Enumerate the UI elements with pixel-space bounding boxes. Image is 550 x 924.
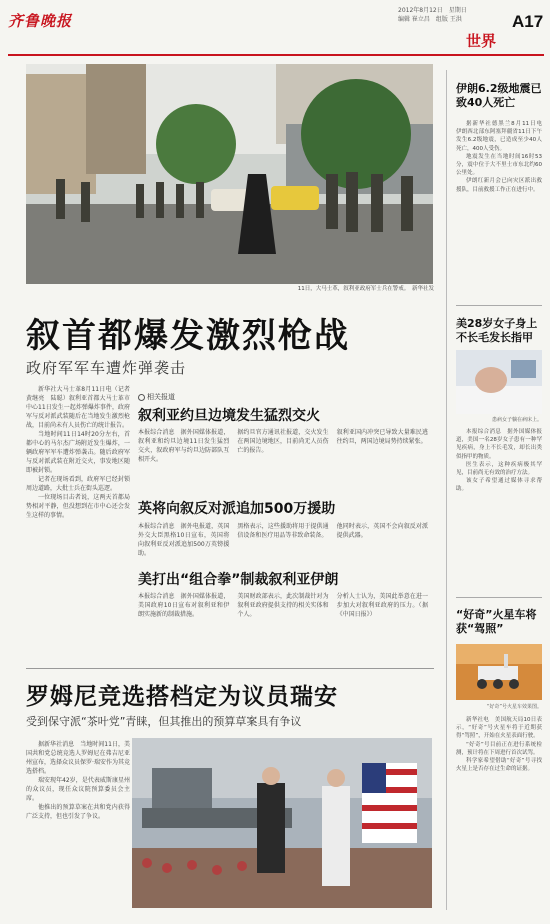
paragraph: 一位现场目击者说，这两天首都局势相对平静，但没想到在市中心还会发生这样的事情。	[26, 494, 130, 519]
related-reports-label	[138, 392, 175, 402]
paragraph: 记者在现场看到，政府军已经封锁周边道路，大批士兵在街头巡逻。	[26, 476, 130, 492]
main-photo-caption: 11日，大马士革，叙利亚政府军士兵在警戒。 新华社发	[297, 286, 434, 292]
related-label-text: 相关报道	[147, 393, 175, 401]
paragraph: 据新华社消息 当地时间11日，美国共和党总统竞选人罗姆尼在弗吉尼亚州宣布，选择众议员保罗·瑞安作为其竞选搭档。	[26, 741, 130, 775]
paragraph: 叙利亚国内冲突已导致大量难民逃往约旦，两国边境局势持续紧张。	[336, 429, 428, 445]
paragraph: 本报综合消息 据外国媒体报道，美国政府10日宣布对叙利亚和伊朗实施新的制裁措施。	[138, 593, 230, 618]
right-headline-curiosity[interactable]: “好奇”火星车将获“驾照”	[456, 608, 537, 635]
section-title[interactable]: 世界	[466, 32, 497, 50]
issue-date: 2012年8月12日 星期日	[398, 7, 467, 14]
paragraph: 他推出的预算草案在共和党内获得广泛支持，但也引发了争议。	[26, 804, 130, 820]
paragraph: 新华社大马士革8月11日电（记者 黄继亮 陆聪）叙利亚首都大马士革市中心11日发生一起炸弹爆炸事件，政府军与反对派武装随后在当地发生激烈枪战，目前尚未有人员伤亡的统计报告。	[26, 386, 137, 429]
right-story-nail-woman	[456, 428, 542, 494]
paragraph: 黑格表示，这些援助将用于提供通信设备和医疗用品等非致命装备。	[237, 523, 329, 539]
paragraph: “好奇”号目前正在进行系统检测，预计将在下周进行首次试驾。	[456, 741, 542, 756]
curiosity-rover-image[interactable]	[456, 644, 542, 700]
curiosity-caption: “好奇”号火星车效果图。	[486, 704, 542, 710]
right-divider	[456, 305, 542, 306]
section-divider	[26, 668, 434, 669]
paragraph: 当地时间11日14时20分左右，首都中心的马尔杰广场附近发生爆炸，一辆政府军军车遭炸弹袭击。随后政府军与反对派武装在附近交火，事发地区随即被封锁。	[26, 431, 130, 474]
newspaper-logo[interactable]: 齐鲁晚报	[8, 12, 73, 30]
paragraph: 医生表示，这种疾病极其罕见，目前尚无有效的治疗方法。	[456, 461, 542, 477]
circle-marker-icon	[138, 394, 145, 401]
second-subheadline: 受到保守派“茶叶党”青睐，但其推出的预算草案具有争议	[26, 715, 302, 728]
nail-woman-photo[interactable]	[456, 350, 542, 414]
main-headline[interactable]: 叙首都爆发激烈枪战	[26, 316, 350, 356]
right-story-curiosity	[456, 716, 542, 773]
romney-ryan-photo[interactable]	[132, 738, 432, 908]
sub-story-border-clash	[138, 428, 428, 464]
paragraph: 本报综合消息 据外电报道，英国外交大臣黑格10日宣布，英国将向叙利亚反对派追加500万英镑援助。	[138, 523, 230, 557]
paragraph: 本报综合消息 据外国媒体报道，美国一名28岁女子患有一种罕见疾病，身上不长毛发，却长出类似指甲的物质。	[456, 429, 542, 460]
column-divider	[446, 70, 447, 910]
sub-story-us-sanctions	[138, 592, 428, 619]
masthead	[0, 0, 550, 56]
paragraph: 该女子希望通过媒体寻求帮助。	[456, 478, 542, 493]
paragraph: 分析人士认为，美国此举意在进一步加大对叙利亚政府的压力。（据《中国日报》）	[336, 593, 428, 618]
nail-woman-caption: 患病女子躺在病床上。	[491, 417, 542, 423]
sub-headline-uk-aid[interactable]: 英将向叙反对派追加500万援助	[138, 501, 336, 517]
right-divider	[456, 597, 542, 598]
main-story-lead	[26, 385, 137, 520]
page-number: A17	[512, 12, 544, 31]
editor-credit: 编辑 崔立昌 组版 王洪	[398, 16, 462, 23]
second-story-lead	[26, 740, 130, 821]
paragraph: 科学家希望借助“好奇”号寻找火星上是否存在过生命的证据。	[456, 758, 542, 773]
second-headline[interactable]: 罗姆尼竞选搭档定为议员瑞安	[26, 684, 338, 710]
right-headline-iran-quake[interactable]: 伊朗6.2级地震已致40人死亡	[456, 82, 542, 109]
paragraph: 他同时表示，英国不会向叙反对派提供武器。	[336, 523, 428, 539]
right-story-iran-quake	[456, 120, 548, 194]
paragraph: 据约旦官方通讯社报道，交火发生在两国边境地区，目前尚无人员伤亡的报告。	[237, 429, 329, 454]
sub-headline-border-clash[interactable]: 叙利亚约旦边境发生猛烈交火	[138, 408, 320, 424]
paragraph: 美国财政部表示，此次制裁针对为叙利亚政府提供支持的相关实体和个人。	[237, 593, 329, 618]
main-subheadline: 政府军军车遭炸弹袭击	[26, 359, 187, 377]
sub-headline-us-sanctions[interactable]: 美打出“组合拳”制裁叙利亚伊朗	[138, 572, 339, 588]
paragraph: 伊朗红新月会已向灾区派出救援队，目前救援工作正在进行中。	[456, 178, 542, 193]
paragraph: 地震发生在当地时间16时53分，震中位于大不里士市东北约60公里处。	[456, 153, 542, 177]
right-headline-nail-woman[interactable]: 美28岁女子身上不长毛发长指甲	[456, 317, 538, 344]
paragraph: 据新华社德黑兰8月11日电 伊朗西北部东阿塞拜疆省11日下午发生6.2级地震，已造成至少40人死亡，400人受伤。	[456, 121, 548, 152]
main-news-photo[interactable]	[26, 64, 433, 284]
paragraph: 本报综合消息 据外国媒体报道，叙利亚和约旦边境11日发生猛烈交火，叙政府军与约旦边防部队互相开火。	[138, 429, 230, 463]
masthead-rule	[8, 54, 544, 56]
paragraph: 新华社电 美国航天局10日表示，“好奇”号火星车将于近期获得“驾照”，开始在火星表面行驶。	[456, 717, 542, 740]
sub-story-uk-aid	[138, 522, 428, 558]
paragraph: 瑞安现年42岁，是代表威斯康星州的众议员，现任众议院预算委员会主席。	[26, 777, 130, 802]
